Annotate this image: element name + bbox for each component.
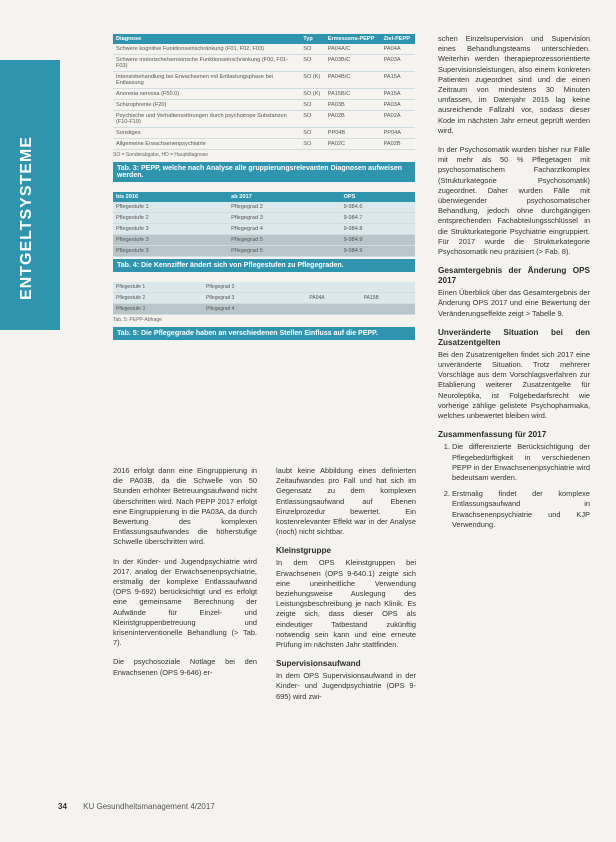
table-cell	[361, 282, 415, 293]
section-heading: Gesamtergebnis der Änderung OPS 2017	[438, 266, 590, 286]
paragraph: In der Psychosomatik wurden bisher nur Fälle mit mehr als 50 % Pflegetagen mit psychosomatischem Facharztkomplex (Strukturkategorie Psychosomatik) zugeordnet. Daher wurden Fälle mit überwiegender psychosomatischer Behandlung, jedoch ohne durchgängigen entsprechenden Fachabteilungsschlüssel in die Strukturkategorie Psychiatrie eingruppiert. Für 2017 wurde die Strukturkategorie Psychosomatik neu präzisiert (> Fab. 8).	[438, 145, 590, 257]
table-caption: Tab. 4: Die Kennziffer ändert sich von Pflegestufen zu Pflegegraden.	[113, 259, 415, 272]
table-cell: 9-984.9	[341, 246, 415, 257]
table-cell: SO	[300, 111, 325, 128]
section-heading: Unveränderte Situation bei den Zusatzentgelten	[438, 327, 590, 347]
table-cell: PA03B	[325, 100, 381, 111]
table-row	[113, 55, 415, 72]
table-cell: PA04A	[306, 293, 360, 304]
table-cell: SO	[300, 139, 325, 150]
section-tab-label: ENTGELTSYSTEME	[18, 136, 35, 300]
table-cell: SO (K)	[300, 89, 325, 100]
table-row	[113, 139, 415, 150]
page-number: 34	[58, 802, 67, 811]
table-cell: PA03A	[381, 100, 415, 111]
table-cell: PA02A	[381, 111, 415, 128]
table-header: Ziel-PEPP	[381, 34, 415, 44]
paragraph: laubt keine Abbildung eines definierten Zeitaufwandes pro Fall und hat sich im Gegensatz zu dem komplexen Entlassungsaufwand auf Ebenen Einzelprozedur bewertet. Ein kostenrelevanter Effekt war in der Analyse (noch) nicht sichtbar.	[276, 466, 416, 537]
table-cell: 9-984.9	[341, 235, 415, 246]
table-note: SO = Sonderabgabe, HD = Hauptdiagnose	[113, 152, 209, 158]
table-header: Diagnose	[113, 34, 300, 44]
table-cell: PA15A	[381, 89, 415, 100]
table-cell: Pflegegrad 5	[228, 235, 340, 246]
table-cell: Psychische und Verhaltensstörungen durch psychotrope Substanzen (F10-F19)	[113, 111, 300, 128]
table-cell: PA02B	[325, 111, 381, 128]
list-item: 1. Die differenzierte Berücksichtigung der Pflegebedürftigkeit in verschiedenen PEPP in der Erwachsenenpsychiatrie wird bedeutsam werden.	[452, 442, 590, 483]
table-cell: SO	[300, 100, 325, 111]
table-cell: Allgemeine Erwachsenenpsychiatrie	[113, 139, 300, 150]
table-header: Typ	[300, 34, 325, 44]
table-header-row	[113, 192, 415, 202]
table-cell: PA03A	[381, 55, 415, 72]
table-row	[113, 128, 415, 139]
text-column-1	[113, 466, 257, 687]
table-cell	[291, 304, 306, 315]
table-cell: SO (K)	[300, 72, 325, 89]
table-cell: PA03B/C	[325, 55, 381, 72]
table-cell: PA15B	[361, 293, 415, 304]
table-cell: 9-984.8	[341, 224, 415, 235]
paragraph: Bei den Zusatzentgelten findet sich 2017 eine unveränderte Situation. Trotz mehrerer Vorschläge aus dem Vorschlagsverfahren zur Etablierung weiterer Zusatzentgelte für Neuroleptika, ist Folgebedarfsrecht wie vorherige zählige gelistete Psychopharmaka, welches unbewertet bleiben wird.	[438, 349, 590, 421]
table-row	[113, 224, 415, 235]
table-cell: PP04B	[325, 128, 381, 139]
section-tab	[0, 60, 60, 330]
list-item: 2. Erstmalig findet der komplexe Entlassungsaufwand in Erwachsenenpsychiatrie und KJP Verwendung.	[452, 489, 590, 530]
table-cell: SO	[300, 128, 325, 139]
table-cell: Sonstiges	[113, 128, 300, 139]
table-cell: SO	[300, 44, 325, 55]
table-row	[113, 44, 415, 55]
table-row	[113, 235, 415, 246]
table-cell: Pflegestufe 1	[113, 282, 203, 293]
table-cell: Pflegestufe 3	[113, 304, 203, 315]
table-cell: Pflegegrad 4	[228, 224, 340, 235]
table-header: OPS	[341, 192, 415, 202]
table-pepp-diagnoses	[113, 34, 415, 150]
table-cell	[291, 293, 306, 304]
summary-list	[438, 442, 590, 530]
table-cell: 9-984.6	[341, 202, 415, 213]
table-header-row	[113, 34, 415, 44]
paragraph: Einen Überblick über das Gesamtergebnis der Änderung OPS 2017 und eine Bewertung der Veränderungseffekte zeigt > Tabelle 9.	[438, 288, 590, 318]
paragraph: schen Einzelsupervision und Supervision eines Behandlungsteams unterschieden. Weiterhin werden therapieprozessorientierte Supervisionsleistungen, also einem konkreten Patienten zugeordnet sind und die einen Zeitraum von mindestens 30 Minuten umfassen, im Datenjahr 2015 lag keine ausreichende Fallzahl vor, sodass dieser Kode im nächsten Jahr erneut geprüft werden wird.	[438, 34, 590, 135]
table-cell: PA04A	[381, 44, 415, 55]
table-cell: Pflegegrad 3	[228, 213, 340, 224]
table-cell: Intensivbehandlung bei Erwachsenen mit Entlastungsphase bei Entlassung	[113, 72, 300, 89]
table-cell: PA02B	[381, 139, 415, 150]
table-cell: Pflegegrad 5	[228, 246, 340, 257]
page-footer	[58, 802, 215, 811]
table-row	[113, 293, 415, 304]
table-row	[113, 304, 415, 315]
table-row	[113, 202, 415, 213]
table-cell: PA02C	[325, 139, 381, 150]
text-column-3	[438, 34, 590, 536]
table-header: Ermessens-PEPP	[325, 34, 381, 44]
table-cell: Schwere motorische/sensorische Funktionseinschränkung (F00, F01-F03)	[113, 55, 300, 72]
table-pepp-effects	[113, 282, 415, 315]
table-cell	[306, 282, 360, 293]
table-caption: Tab. 5: Die Pflegegrade haben an verschiedenen Stellen Einfluss auf die PEPP.	[113, 327, 415, 340]
table-cell: Pflegestufe 2	[113, 213, 228, 224]
table-row	[113, 246, 415, 257]
table-cell: PP04A	[381, 128, 415, 139]
section-heading: Supervisionsaufwand	[276, 659, 361, 669]
table-row	[113, 72, 415, 89]
table-cell	[291, 282, 306, 293]
paragraph: In der Kinder- und Jugendpsychiatrie wird 2017, analog der Erwachsenenpsychiatrie, erstmalig der komplexe Entlassaufwand (OPS 9-692) berücksichtigt und es erfolgt eine gemeinsame Berechnung der Aufwände für Einzel- und Kleinstgruppenbetreuung und kriseninterventionelle Behandlung (> Tab. 7).	[113, 556, 257, 648]
table-caption: Tab. 3: PEPP, welche nach Analyse alle gruppierungsrelevanten Diagnosen aufweisen werden.	[113, 162, 415, 182]
table-cell: Pflegegrad 3	[203, 293, 291, 304]
table-cell: Schwere kognitive Funktionseinschränkung (F01, F02, F03)	[113, 44, 300, 55]
table-cell: PA15B/C	[325, 89, 381, 100]
table-cell: PA04B/C	[325, 72, 381, 89]
footer-source: KU Gesundheitsmanagement 4/2017	[83, 802, 215, 811]
table-cell: Pflegestufe 3	[113, 246, 228, 257]
table-header: ab 2017	[228, 192, 340, 202]
tables-area	[113, 34, 415, 340]
table-cell: Pflegestufe 2	[113, 293, 203, 304]
table-cell: SO	[300, 55, 325, 72]
table-row	[113, 89, 415, 100]
section-heading: Zusammenfassung für 2017	[438, 430, 547, 440]
paragraph: Die psychosoziale Notlage bei den Erwachsenen (OPS 9-646) er-	[113, 657, 257, 677]
paragraph: In dem OPS Supervisionsaufwand in der Kinder- und Jugendpsychiatrie (OPS 9-695) wird zwi-	[276, 671, 416, 701]
table-note: Tab. 5: PEPP-Abfrage	[113, 317, 162, 323]
table-cell: PA15A	[381, 72, 415, 89]
table-row	[113, 213, 415, 224]
paragraph: In dem OPS Kleinstgruppen bei Erwachsenen (OPS 9-640.1) zeigte sich eine uneinheitliche Verwendung beziehungsweise Auslegung des Leistungsbeschreibung je nach Klinik. Es zeigte sich, dass dieser OPS als eindeutiger Tatbestand zukünftig notwendig sein kann und eine erneute Prüfung im nächsten Jahr stattfinden.	[276, 558, 416, 650]
table-cell: Pflegestufe 3	[113, 235, 228, 246]
table-cell	[361, 304, 415, 315]
table-row	[113, 111, 415, 128]
table-cell: Pflegestufe 3	[113, 224, 228, 235]
table-cell	[306, 304, 360, 315]
section-heading: Kleinstgruppe	[276, 546, 332, 556]
table-cell: Pflegestufe 1	[113, 202, 228, 213]
text-column-2	[276, 466, 416, 711]
table-cell: Pflegegrad 2	[203, 282, 291, 293]
table-row	[113, 100, 415, 111]
table-cell: Anorexia nervosa (F50.0)	[113, 89, 300, 100]
table-cell: Pflegegrad 2	[228, 202, 340, 213]
table-pflegegrade	[113, 192, 415, 257]
table-cell: PA04A/C	[325, 44, 381, 55]
table-cell: Schizophrenie (F20)	[113, 100, 300, 111]
table-row	[113, 282, 415, 293]
table-cell: Pflegegrad 4	[203, 304, 291, 315]
table-cell: 9-984.7	[341, 213, 415, 224]
paragraph: 2016 erfolgt dann eine Eingruppierung in die PA03B, da die Schwelle von 50 Stunden erhöhter Betreuungsaufwand nicht überschritten wird. Nach PEPP 2017 erfolgt eine Eingruppierung in die PA03A, da durch Bewertung des komplexen Entlassungsaufwandes die höherstufige Schwelle überschritten wird.	[113, 466, 257, 547]
table-header: bis 2016	[113, 192, 228, 202]
